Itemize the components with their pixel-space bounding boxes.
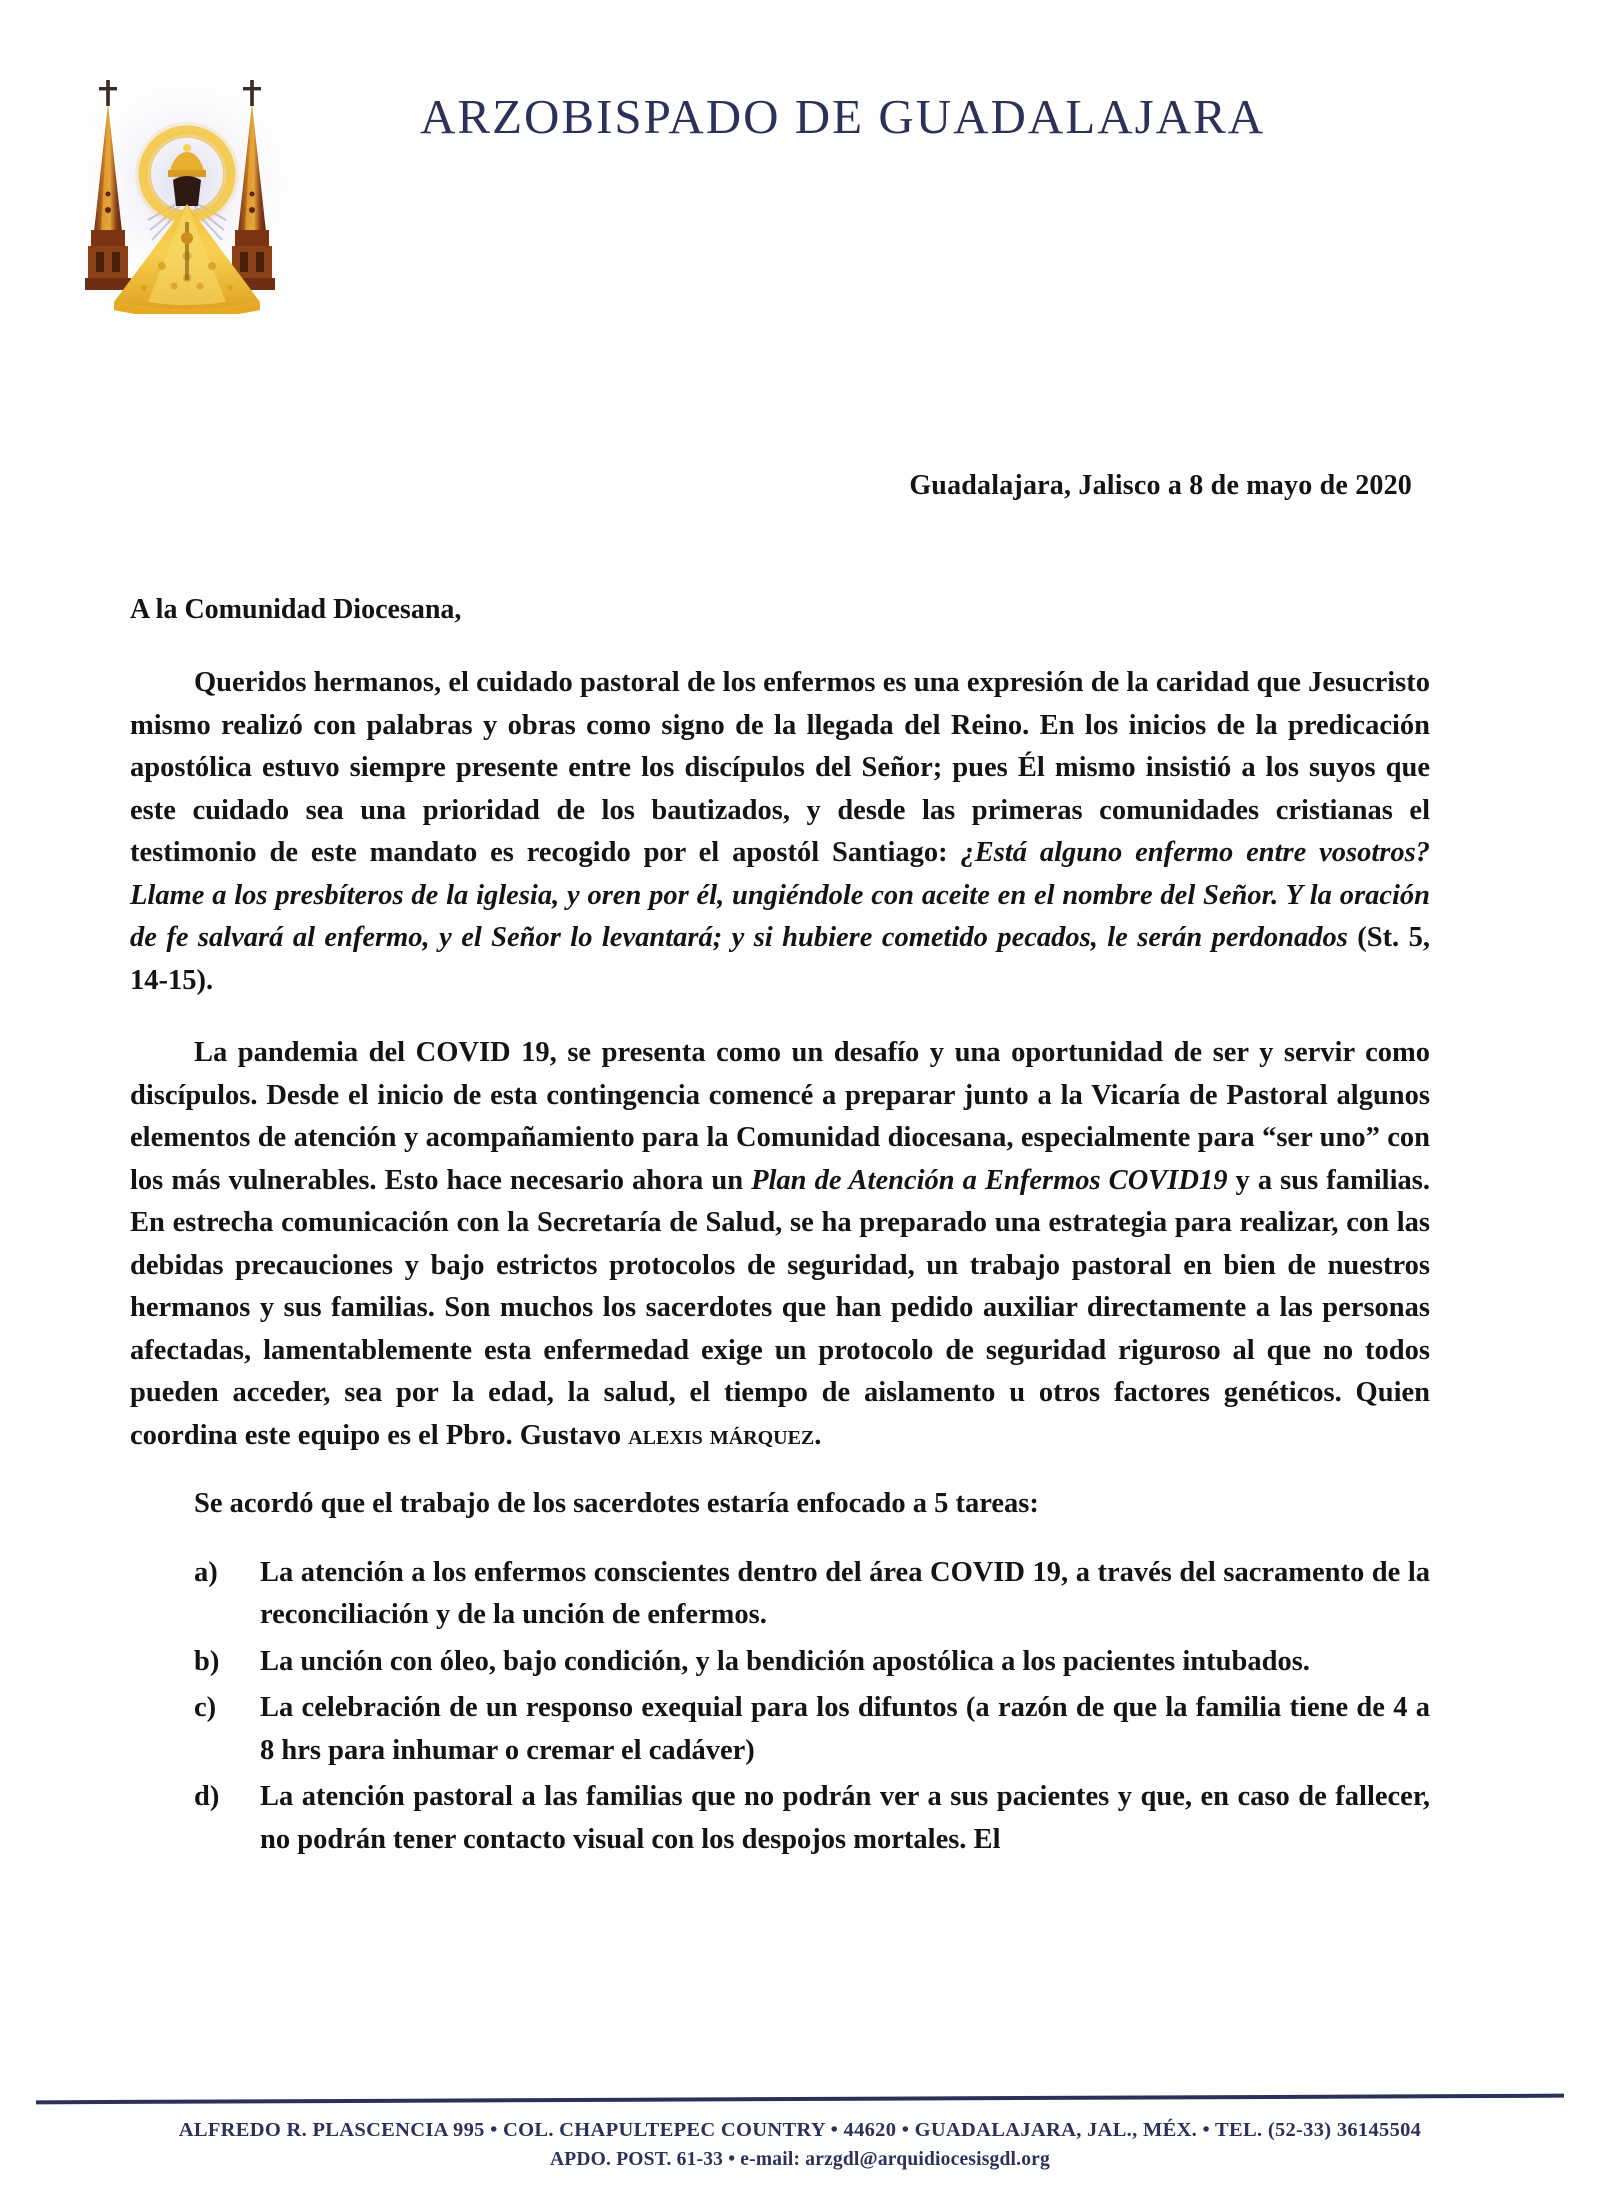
tasks-list — [130, 1552, 1430, 1862]
list-item-text: La atención a los enfermos conscientes dentro del área COVID 19, a través del sacramento de la reconciliación y de la unción de enfermos. — [260, 1556, 1430, 1630]
footer-address-line: ALFREDO R. PLASCENCIA 995 • COL. CHAPULTEPEC COUNTRY • 44620 • GUADALAJARA, JAL., MÉX. • TEL. (52-33) 36145504 — [178, 2119, 1422, 2141]
letter-body — [130, 470, 1430, 1865]
paragraph-two-mid: y a sus familias. En estrecha comunicación con la Secretaría de Salud, se ha preparado una estrategia para realizar, con las debidas precauciones y bajo estrictos protocolos de seguridad, un trabajo pastoral en bien de nuestros hermanos y sus familias. Son muchos los sacerdotes que han pedido auxiliar directamente a las personas afectadas, lamentablemente esta enfermedad exige un protocolo de seguridad riguroso al que no todos pueden acceder, sea por la edad, la salud, el tiempo de aislamento u otros factores genéticos. Quien coordina este equipo es el Pbro. Gustavo — [130, 1164, 1430, 1451]
list-item — [194, 1641, 1430, 1684]
coordinator-name: alexis márquez — [628, 1419, 815, 1451]
page-title: ARZOBISPADO DE GUADALAJARA — [420, 89, 1266, 144]
list-item — [194, 1552, 1430, 1637]
arquidiocese-guadalajara-crest-icon — [52, 34, 322, 314]
scripture-citation: (St. 5, 14-15). — [130, 922, 1430, 996]
list-item-text: La atención pastoral a las familias que no podrán ver a sus pacientes y que, en caso de fallecer, no podrán tener contacto visual con los despojos mortales. El — [260, 1781, 1430, 1855]
paragraph-two — [130, 1032, 1430, 1457]
dateline: Guadalajara, Jalisco a 8 de mayo de 2020 — [909, 470, 1412, 501]
letterhead-footer — [0, 2097, 1600, 2175]
list-item-marker: a) — [194, 1556, 218, 1588]
footer-divider — [36, 2094, 1564, 2105]
list-item — [194, 1776, 1430, 1861]
list-item-text: La unción con óleo, bajo condición, y la bendición apostólica a los pacientes intubados. — [260, 1645, 1310, 1677]
list-item-marker: d) — [194, 1781, 220, 1812]
salutation: A la Comunidad Diocesana, — [130, 594, 462, 625]
list-item-text: La celebración de un responso exequial para los difuntos (a razón de que la familia tiene de 4 a 8 hrs para inhumar o cremar el cadáver) — [260, 1692, 1430, 1766]
tasks-intro: Se acordó que el trabajo de los sacerdotes estaría enfocado a 5 tareas: — [194, 1488, 1039, 1519]
paragraph-one-lead: Queridos hermanos, el cuidado pastoral de los enfermos es una expresión de la caridad que Jesucristo mismo realizó con palabras y obras como signo de la llegada del Reino. En los inicios de la predicación apostólica estuvo siempre presente entre los discípulos del Señor; pues Él mismo insistió a los suyos que este cuidado sea una prioridad de los bautizados, y desde las primeras comunidades cristianas el testimonio de este mandato es recogido por el apostól Santiago: — [130, 667, 1430, 868]
list-item-marker: b) — [194, 1645, 220, 1677]
list-item — [194, 1687, 1430, 1772]
plan-title: Plan de Atención a Enfermos COVID19 — [751, 1164, 1228, 1196]
paragraph-two-end: . — [814, 1419, 822, 1451]
paragraph-two-lead: La pandemia del COVID 19, se presenta como un desafío y una oportunidad de ser y servir como discípulos. Desde el inicio de esta contingencia comencé a preparar junto a la Vicaría de Pastoral algunos elementos de atención y acompañamiento para la Comunidad diocesana, especialmente para “ser uno” con los más vulnerables. Esto hace necesario ahora un — [130, 1037, 1430, 1196]
footer-contact-line: APDO. POST. 61-33 • e-mail: arzgdl@arquidiocesisgdl.org — [550, 2149, 1050, 2170]
list-item-marker: c) — [194, 1692, 217, 1723]
paragraph-one — [130, 662, 1430, 1002]
scripture-quote: ¿Está alguno enfermo entre vosotros? Llame a los presbíteros de la iglesia, y oren por él, ungiéndole con aceite en el nombre del Señor. Y la oración de fe salvará al enfermo, y el Señor lo levantará; y si hubiere cometido pecados, le serán perdonados — [130, 837, 1430, 953]
letterhead — [0, 0, 1600, 330]
